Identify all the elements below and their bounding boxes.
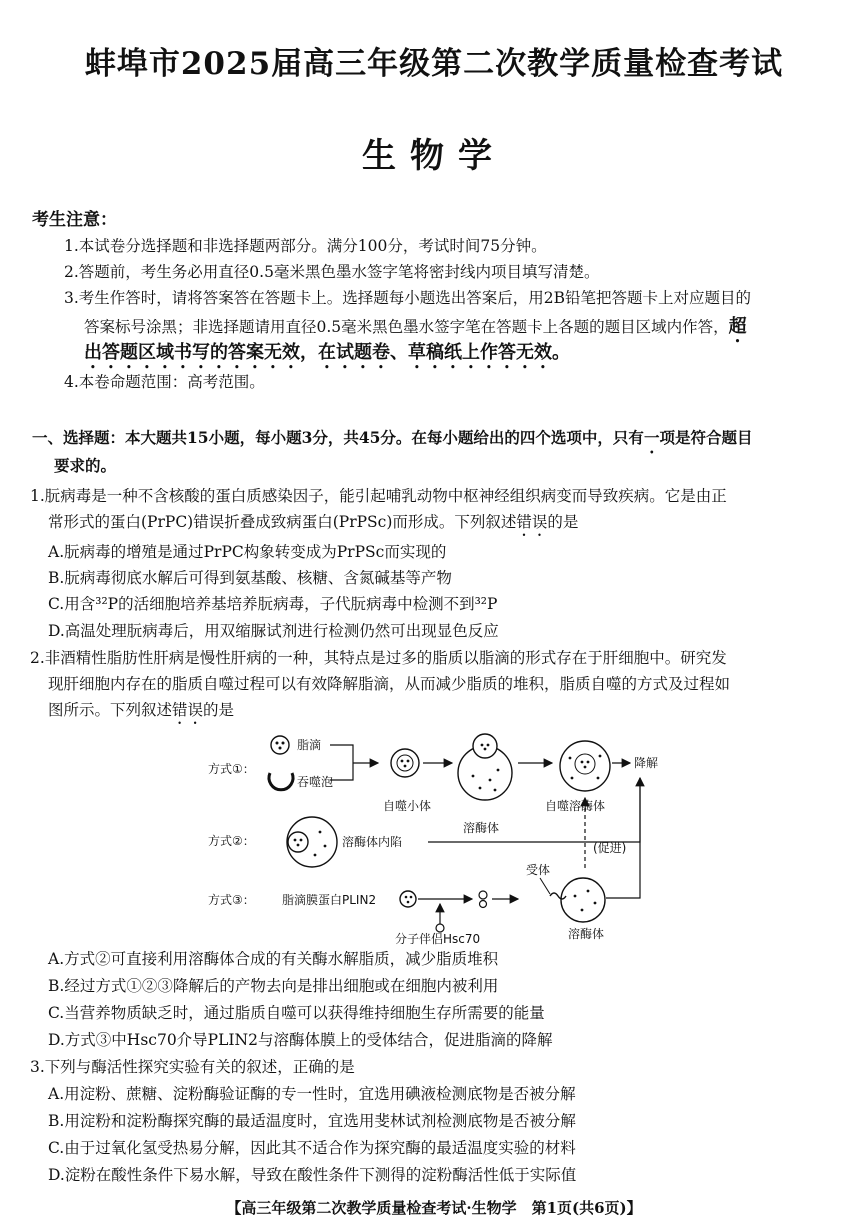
lipophagy-figure (190, 728, 690, 948)
invagination-label: 溶酶体内陷 (342, 835, 403, 849)
lysosome3-label: 溶酶体 (568, 927, 605, 941)
q1-option-d: D.高温处理朊病毒后，用双缩脲试剂进行检测仍然可出现显色反应 (48, 622, 499, 640)
notice-item-3: 3.考生作答时，请将答案答在答题卡上。选择题每小题选出答案后，用2B铅笔把答题卡上对应题目的 (64, 289, 752, 307)
plin2-droplet-icon (400, 891, 416, 907)
plin2-label: 脂滴膜蛋白PLIN2 (282, 893, 377, 907)
way1-label: 方式①： (208, 762, 255, 776)
phagophore-icon (269, 773, 293, 790)
notice-item-1: 1.本试卷分选择题和非选择题两部分。满分100分，考试时间75分钟。 (64, 237, 547, 255)
notice-item-4: 4.本卷命题范围：高考范围。 (64, 373, 265, 391)
q2-option-b: B.经过方式①②③降解后的产物去向是排出细胞或在细胞内被利用 (48, 977, 499, 995)
lysosome-invagination-icon (287, 817, 337, 867)
way2-label: 方式②： (208, 834, 255, 848)
q3-option-a: A.用淀粉、蔗糖、淀粉酶验证酶的专一性时，宜选用碘液检测底物是否被分解 (48, 1085, 576, 1103)
lysosome-label: 溶酶体 (463, 821, 500, 835)
autolysosome-icon (560, 741, 610, 791)
promote-label: (促进) (593, 841, 627, 855)
lipid-droplet-icon (271, 736, 289, 754)
q1-stem-post: 的是 (547, 513, 579, 531)
hsc70-icon (436, 924, 444, 932)
phagophore-label: 吞噬泡 (297, 775, 334, 789)
q3-option-c: C.由于过氧化氢受热易分解，因此其不适合作为探究酶的最适温度实验的材料 (48, 1139, 576, 1157)
notice-item-2: 2.答题前，考生务必用直径0.5毫米黑色墨水签字笔将密封线内项目填写清楚。 (64, 263, 600, 281)
q1-option-c: C.用含³²P的活细胞培养基培养朊病毒，子代朊病毒中检测不到³²P (48, 595, 498, 613)
page-footer: 【高三年级第二次教学质量检查考试·生物学 第1页(共6页)】 (226, 1199, 642, 1217)
section-heading-pre: 一、选择题：本大题共15小题，每小题3分，共45分。在每小题给出的四个选项中，只有 (32, 428, 644, 447)
section-heading (32, 426, 752, 457)
q3-option-d: D.淀粉在酸性条件下易水解，导致在酸性条件下测得的淀粉酶活性低于实际值 (48, 1166, 577, 1184)
chaperone-label: 分子伴侣Hsc70 (395, 932, 481, 946)
lipid-droplet-label: 脂滴 (297, 738, 322, 752)
q2-stem-2: 现肝细胞内存在的脂质自噬过程可以有效降解脂滴，从而减少脂质的堆积，脂质自噬的方式及过程如 (48, 675, 731, 693)
q1-option-b: B.朊病毒彻底水解后可得到氨基酸、核糖、含氮碱基等产物 (48, 569, 452, 587)
q1-stem-1: 1.朊病毒是一种不含核酸的蛋白质感染因子，能引起哺乳动物中枢神经组织病变而导致疾病。它是由正 (30, 487, 727, 505)
q2-stem-pre: 图所示。下列叙述 (48, 701, 173, 719)
section-heading-emph: 一 (643, 428, 660, 447)
notice-item-3-bold-start: 超 (728, 316, 747, 337)
section-heading-post: 项是符合题目 (659, 428, 753, 447)
q2-stem-3 (48, 698, 234, 728)
q1-stem-pre: 常形式的蛋白(PrPC)错误折叠成致病蛋白(PrPSc)而形成。下列叙述 (48, 513, 517, 531)
q2-option-c: C.当营养物质缺乏时，通过脂质自噬可以获得维持细胞生存所需要的能量 (48, 1004, 545, 1022)
q1-stem-2 (48, 510, 578, 540)
autophagosome-label: 自噬小体 (383, 799, 432, 813)
notice-item-3-bold: 出答题区域书写的答案无效，在试题卷、草稿纸上作答无效。 (84, 342, 570, 363)
q2-stem-emph: 错误 (172, 701, 204, 719)
exam-title: 蚌埠市2025届高三年级第二次教学质量检查考试 (84, 46, 784, 82)
complex-icon (479, 891, 487, 908)
autolysosome-label: 自噬溶酶体 (545, 799, 606, 813)
section-heading-line2: 要求的。 (54, 456, 117, 475)
way3-label: 方式③： (208, 893, 255, 907)
notice-heading: 考生注意： (32, 210, 117, 230)
q2-option-d: D.方式③中Hsc70介导PLIN2与溶酶体膜上的受体结合，促进脂滴的降解 (48, 1031, 553, 1049)
lysosome-receptor-icon (550, 878, 605, 922)
receptor-label: 受体 (526, 863, 551, 877)
q2-option-a: A.方式②可直接利用溶酶体合成的有关酶水解脂质，减少脂质堆积 (48, 950, 499, 968)
autophagosome-icon (391, 749, 419, 777)
q2-stem-post: 的是 (203, 701, 235, 719)
lysosome-fusion-icon (458, 734, 512, 800)
q1-stem-emph: 错误 (516, 513, 548, 531)
subject-title: 生物学 (362, 136, 506, 176)
q2-stem-1: 2.非酒精性脂肪性肝病是慢性肝病的一种，其特点是过多的脂质以脂滴的形式存在于肝细胞中。研究发 (30, 649, 727, 667)
q1-option-a: A.朊病毒的增殖是通过PrPC构象转变成为PrPSc而实现的 (48, 543, 447, 561)
q3-stem: 3.下列与酶活性探究实验有关的叙述，正确的是 (30, 1058, 355, 1076)
notice-item-3-plain: 答案标号涂黑；非选择题请用直径0.5毫米黑色墨水签字笔在答题卡上各题的题目区域内作答， (84, 318, 729, 336)
degrade-label: 降解 (634, 756, 659, 770)
q3-option-b: B.用淀粉和淀粉酶探究酶的最适温度时，宜选用斐林试剂检测底物是否被分解 (48, 1112, 576, 1130)
